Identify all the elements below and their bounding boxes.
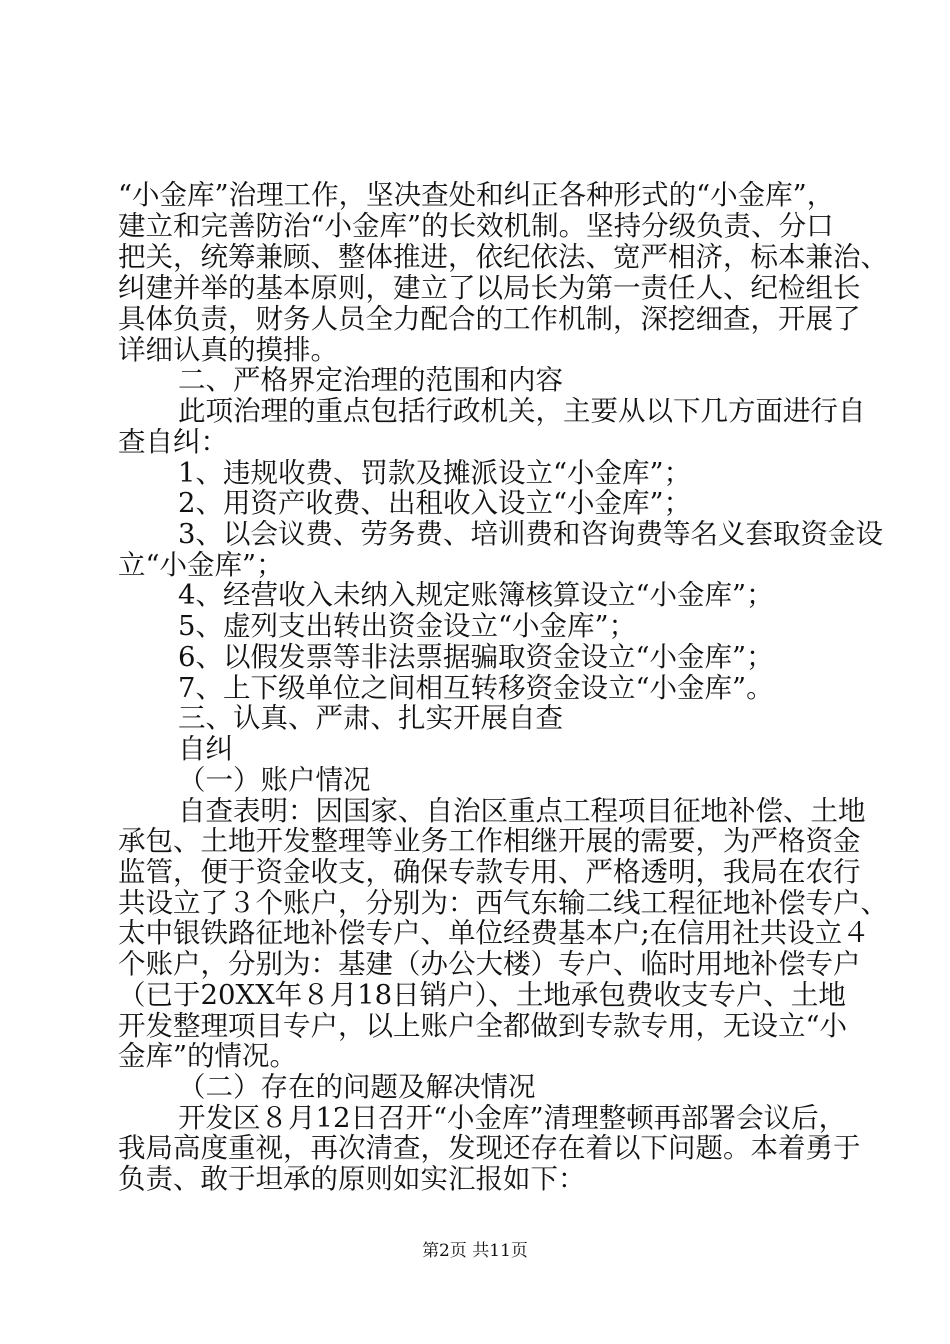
body-line: 个账户，分别为：基建（办公大楼）专户、临时用地补偿专户 <box>118 948 861 980</box>
list-item: 6、以假发票等非法票据骗取资金设立“小金库”； <box>178 641 774 673</box>
body-line: 具体负责，财务人员全力配合的工作机制，深挖细查，开展了 <box>118 303 861 335</box>
body-line: 太中银铁路征地补偿专户、单位经费基本户;在信用社共设立４ <box>118 917 870 949</box>
section-heading: 三、认真、严肃、扎实开展自查 <box>178 702 563 734</box>
body-line: （已于20XX年８月18日销户）、土地承包费收支专户、土地 <box>118 979 846 1011</box>
list-item-continuation: 立“小金库”； <box>118 549 284 581</box>
body-line: 纠建并举的基本原则，建立了以局长为第一责任人、纪检组长 <box>118 272 861 304</box>
section-heading-continuation: 自纠 <box>178 733 233 765</box>
body-line: “小金库”治理工作，坚决查处和纠正各种形式的“小金库”， <box>118 179 835 211</box>
body-line: 建立和完善防治“小金库”的长效机制。坚持分级负责、分口 <box>118 210 834 242</box>
body-line: 开发区８月12日召开“小金库”清理整顿再部署会议后， <box>178 1102 847 1134</box>
body-line: 详细认真的摸排。 <box>118 334 338 366</box>
list-item: 4、经营收入未纳入规定账簿核算设立“小金库”； <box>178 579 774 611</box>
list-item: 7、上下级单位之间相互转移资金设立“小金库”。 <box>178 672 774 704</box>
body-line: 此项治理的重点包括行政机关，主要从以下几方面进行自 <box>178 395 866 427</box>
list-item: 2、用资产收费、出租收入设立“小金库”； <box>178 487 692 519</box>
list-item: 3、以会议费、劳务费、培训费和咨询费等名义套取资金设 <box>178 518 883 550</box>
body-line: 我局高度重视，再次清查，发现还存在着以下问题。本着勇于 <box>118 1132 861 1164</box>
body-line: 承包、土地开发整理等业务工作相继开展的需要，为严格资金 <box>118 825 861 857</box>
body-line: 把关，统筹兼顾、整体推进，依纪依法、宽严相济，标本兼治、 <box>118 241 888 273</box>
subsection-heading: （一）账户情况 <box>178 764 371 796</box>
body-line: 开发整理项目专户，以上账户全都做到专款专用，无设立“小 <box>118 1010 848 1042</box>
body-line: 共设立了３个账户，分别为：西气东输二线工程征地补偿专户、 <box>118 887 888 919</box>
body-line: 查自纠： <box>118 426 228 458</box>
list-item: 1、违规收费、罚款及摊派设立“小金库”； <box>178 457 692 489</box>
section-heading: 二、严格界定治理的范围和内容 <box>178 364 563 396</box>
list-item: 5、虚列支出转出资金设立“小金库”； <box>178 610 637 642</box>
subsection-heading: （二）存在的问题及解决情况 <box>178 1071 536 1103</box>
body-line: 监管，便于资金收支，确保专款专用、严格透明，我局在农行 <box>118 856 861 888</box>
body-line: 金库”的情况。 <box>118 1040 298 1072</box>
body-line: 自查表明：因国家、自治区重点工程项目征地补偿、土地 <box>178 795 866 827</box>
page-footer: 第2页 共11页 <box>422 1241 528 1261</box>
body-line: 负责、敢于坦承的原则如实汇报如下： <box>118 1163 586 1195</box>
